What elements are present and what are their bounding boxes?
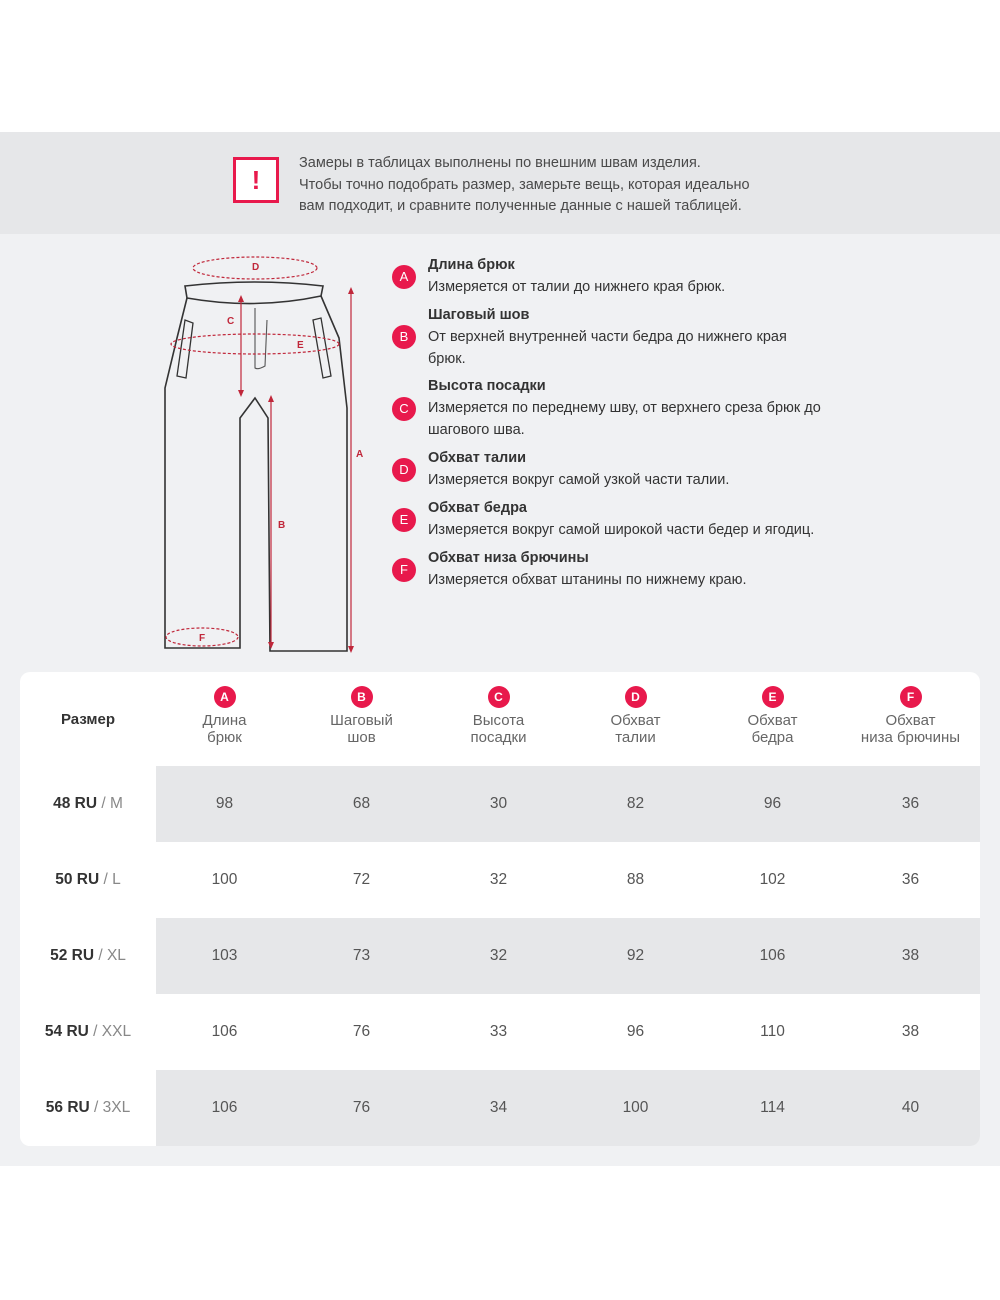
column-label: Высота [472, 712, 525, 729]
size-separator: / [88, 1023, 102, 1040]
length-arrow-bottom [348, 646, 354, 653]
value-cell: 30 [430, 766, 567, 842]
column-label: низа брючины [860, 729, 961, 746]
badge-e: E [392, 508, 416, 532]
size-cell [20, 918, 156, 994]
value-cell: 73 [293, 918, 430, 994]
column-label: шов [347, 729, 376, 746]
size-ru: 48 RU [53, 795, 98, 812]
badge-f: F [392, 558, 416, 582]
column-label: посадки [470, 729, 527, 746]
value-cell: 32 [430, 842, 567, 918]
column-header-f [841, 672, 980, 766]
pants-diagram [155, 248, 375, 663]
notice-line: Замеры в таблицах выполнены по внешним швам изделия. [299, 155, 701, 171]
notice-text [299, 153, 819, 218]
size-cell [20, 842, 156, 918]
size-separator: / [99, 871, 113, 888]
column-header-e [704, 672, 841, 766]
badge-a: A [392, 265, 416, 289]
measurement-legend [392, 254, 872, 597]
legend-desc: Измеряется по переднему шву, от верхнего среза брюк до [428, 400, 821, 416]
size-cell [20, 766, 156, 842]
column-header-d [567, 672, 704, 766]
value-cell: 76 [293, 994, 430, 1070]
legend-title: Шаговый шов [428, 307, 530, 323]
size-intl: L [112, 871, 121, 888]
column-header-c [430, 672, 567, 766]
value-cell: 88 [567, 842, 704, 918]
column-label: талии [615, 729, 656, 746]
table-row [20, 766, 980, 842]
size-table [20, 672, 980, 1146]
value-cell: 110 [704, 994, 841, 1070]
column-header-a [156, 672, 293, 766]
rise-arrow-top [238, 295, 244, 302]
waistband [185, 282, 323, 304]
size-intl: XL [106, 947, 126, 964]
badge-d: D [392, 458, 416, 482]
size-ru: 50 RU [55, 871, 100, 888]
column-label: бедра [751, 729, 794, 746]
size-intl: 3XL [102, 1099, 131, 1116]
table-row [20, 918, 980, 994]
table-row [20, 994, 980, 1070]
label-d: D [252, 262, 260, 273]
legend-desc: От верхней внутренней части бедра до нижнего края [428, 329, 787, 345]
column-label: Обхват [885, 712, 936, 729]
badge-e: E [762, 686, 784, 708]
badge-b: B [392, 325, 416, 349]
legend-desc: шагового шва. [428, 422, 525, 438]
legend-desc: Измеряется вокруг самой широкой части бедер и ягодиц. [428, 522, 815, 538]
legend-desc: брюк. [428, 351, 466, 367]
legend-title: Обхват низа брючины [428, 550, 589, 566]
size-separator: / [94, 947, 107, 964]
size-header: Размер [60, 710, 116, 728]
exclamation-icon: ! [233, 157, 279, 203]
size-table-card [20, 672, 980, 1146]
value-cell: 100 [156, 842, 293, 918]
size-ru: 56 RU [45, 1099, 90, 1116]
value-cell: 34 [430, 1070, 567, 1146]
value-cell: 96 [704, 766, 841, 842]
badge-f: F [900, 686, 922, 708]
value-cell: 102 [704, 842, 841, 918]
legend-item-f [392, 547, 872, 597]
badge-b: B [351, 686, 373, 708]
notice-line: Чтобы точно подобрать размер, замерьте вещь, которая идеально [299, 176, 750, 193]
badge-a: A [214, 686, 236, 708]
badge-c: C [392, 397, 416, 421]
value-cell: 38 [841, 994, 980, 1070]
legend-item-c [392, 375, 872, 447]
table-row [20, 842, 980, 918]
column-label: Длина [202, 712, 247, 729]
legend-desc: Измеряется от талии до нижнего края брюк. [428, 279, 726, 295]
length-arrow-top [348, 287, 354, 294]
table-row [20, 1070, 980, 1146]
value-cell: 100 [567, 1070, 704, 1146]
legend-title: Длина брюк [428, 257, 515, 273]
value-cell: 32 [430, 918, 567, 994]
table-header-row [20, 672, 980, 766]
legend-title: Обхват талии [428, 450, 527, 466]
size-separator: / [97, 795, 110, 812]
pants-outline [165, 296, 347, 651]
value-cell: 96 [567, 994, 704, 1070]
inseam-arrow-bottom [268, 642, 274, 649]
legend-desc: Измеряется обхват штанины по нижнему краю. [428, 572, 747, 588]
legend-title: Высота посадки [428, 378, 546, 394]
column-header-b [293, 672, 430, 766]
value-cell: 103 [156, 918, 293, 994]
label-e: E [297, 340, 304, 351]
size-intl: M [109, 795, 123, 812]
size-ru: 52 RU [50, 947, 95, 964]
value-cell: 72 [293, 842, 430, 918]
value-cell: 33 [430, 994, 567, 1070]
value-cell: 98 [156, 766, 293, 842]
legend-item-e [392, 497, 872, 547]
value-cell: 76 [293, 1070, 430, 1146]
right-pocket [313, 318, 331, 378]
size-separator: / [89, 1099, 103, 1116]
legend-item-d [392, 447, 872, 497]
label-c: C [227, 316, 235, 327]
legend-title: Обхват бедра [428, 500, 528, 516]
value-cell: 40 [841, 1070, 980, 1146]
legend-item-a [392, 254, 872, 304]
label-b: B [278, 520, 286, 531]
value-cell: 106 [704, 918, 841, 994]
size-ru: 54 RU [44, 1023, 89, 1040]
size-cell [20, 994, 156, 1070]
column-label: Обхват [747, 712, 798, 729]
legend-desc: Измеряется вокруг самой узкой части талии. [428, 472, 730, 488]
badge-c: C [488, 686, 510, 708]
fly-seam [255, 308, 267, 369]
inseam-arrow-top [268, 395, 274, 402]
column-label: Обхват [610, 712, 661, 729]
label-a: A [356, 449, 364, 460]
value-cell: 82 [567, 766, 704, 842]
badge-d: D [625, 686, 647, 708]
value-cell: 114 [704, 1070, 841, 1146]
value-cell: 36 [841, 766, 980, 842]
column-label: Шаговый [330, 712, 393, 729]
notice-line: вам подходит, и сравните полученные данные с нашей таблицей. [299, 198, 742, 214]
value-cell: 36 [841, 842, 980, 918]
label-f: F [199, 633, 206, 644]
legend-item-b [392, 304, 872, 375]
size-cell [20, 1070, 156, 1146]
column-label: брюк [207, 729, 242, 746]
value-cell: 38 [841, 918, 980, 994]
size-intl: XXL [101, 1023, 132, 1040]
value-cell: 106 [156, 1070, 293, 1146]
rise-arrow-bottom [238, 390, 244, 397]
value-cell: 92 [567, 918, 704, 994]
value-cell: 68 [293, 766, 430, 842]
value-cell: 106 [156, 994, 293, 1070]
